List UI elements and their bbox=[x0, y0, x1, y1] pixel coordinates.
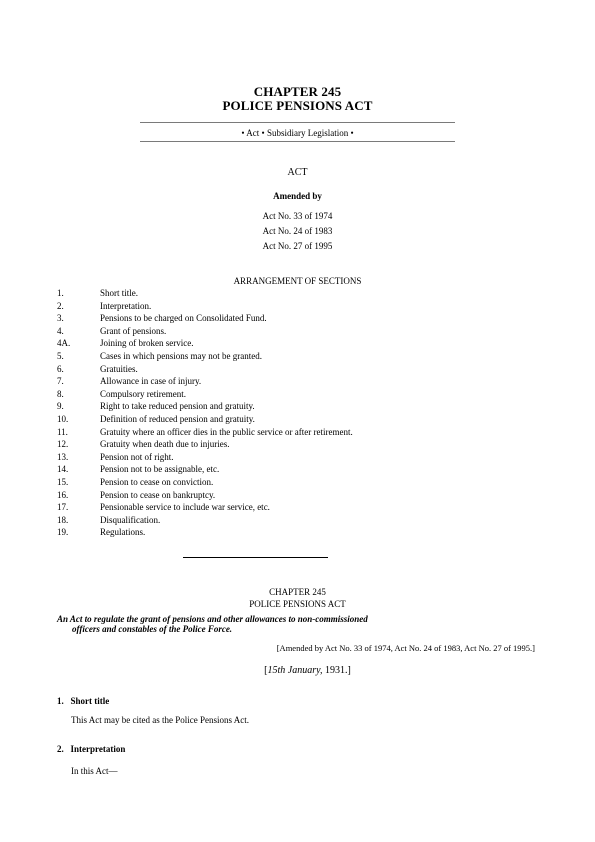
toc-number: 2. bbox=[57, 300, 64, 311]
long-title bbox=[57, 614, 368, 634]
nav-subsidiary-link[interactable]: Subsidiary Legislation bbox=[266, 128, 349, 138]
section-number: 1. bbox=[57, 696, 64, 706]
toc-number: 19. bbox=[57, 527, 69, 538]
section-text: In this Act— bbox=[71, 766, 118, 776]
toc-title: Allowance in case of injury. bbox=[100, 376, 202, 387]
toc-number: 16. bbox=[57, 489, 69, 500]
nav-act-link[interactable]: Act bbox=[246, 128, 260, 138]
toc-number: 4. bbox=[57, 325, 64, 336]
amended-note: [Amended by Act No. 33 of 1974, Act No. 24 of 1983, Act No. 27 of 1995.] bbox=[276, 643, 535, 653]
amendment-item: Act No. 24 of 1983 bbox=[262, 226, 333, 236]
toc-title: Regulations. bbox=[100, 527, 146, 538]
toc-number: 10. bbox=[57, 414, 69, 424]
toc-title: Gratuity where an officer dies in the public service or after retirement. bbox=[100, 426, 353, 437]
amendment-item: Act No. 33 of 1974 bbox=[262, 211, 333, 221]
toc-title: Cases in which pensions may not be granted. bbox=[100, 351, 262, 361]
toc-number: 9. bbox=[57, 401, 64, 412]
document-nav bbox=[0, 128, 595, 138]
arrangement-heading: ARRANGEMENT OF SECTIONS bbox=[233, 276, 362, 286]
body-act-title: POLICE PENSIONS ACT bbox=[249, 599, 346, 609]
toc-number: 15. bbox=[57, 477, 69, 487]
chapter-heading: CHAPTER 245 bbox=[253, 84, 342, 99]
toc-number: 7. bbox=[57, 376, 64, 387]
toc-title: Gratuities. bbox=[100, 363, 138, 374]
toc-number: 11. bbox=[57, 426, 68, 437]
toc-title: Compulsory retirement. bbox=[100, 388, 186, 399]
commencement-date bbox=[0, 665, 595, 676]
nav-bullet: • bbox=[261, 128, 265, 138]
toc-title: Grant of pensions. bbox=[100, 325, 167, 336]
toc-title: Definition of reduced pension and gratuity. bbox=[100, 414, 255, 424]
toc-title: Short title. bbox=[100, 288, 138, 298]
toc-title: Interpretation. bbox=[100, 300, 152, 311]
toc-number: 13. bbox=[57, 451, 69, 462]
toc-number: 1. bbox=[57, 288, 64, 298]
section-title: Short title bbox=[70, 696, 110, 706]
toc-number: 12. bbox=[57, 439, 69, 450]
section-title: Interpretation bbox=[70, 744, 126, 754]
body-chapter-heading: CHAPTER 245 bbox=[269, 587, 326, 597]
amended-by-label: Amended by bbox=[273, 191, 322, 201]
toc-title: Right to take reduced pension and gratuity. bbox=[100, 401, 255, 412]
toc-number: 14. bbox=[57, 464, 69, 475]
commencement-day: 15th January, bbox=[267, 665, 323, 676]
section-heading bbox=[57, 696, 109, 706]
toc-title: Pension not to be assignable, etc. bbox=[100, 464, 220, 475]
section-number: 2. bbox=[57, 744, 64, 754]
toc-title: Pensions to be charged on Consolidated Fund. bbox=[100, 313, 267, 324]
nav-bullet: • bbox=[241, 128, 245, 138]
amendment-item: Act No. 27 of 1995 bbox=[262, 241, 333, 251]
toc-number: 17. bbox=[57, 502, 69, 513]
long-title-line: An Act to regulate the grant of pensions and other allowances to non-commissioned bbox=[57, 614, 368, 624]
toc-number: 8. bbox=[57, 388, 64, 399]
toc-title: Disqualification. bbox=[100, 514, 161, 525]
section-heading bbox=[57, 744, 125, 754]
toc-title: Pension not of right. bbox=[100, 451, 174, 462]
toc-title: Pension to cease on conviction. bbox=[100, 477, 214, 487]
nav-bullet: • bbox=[350, 128, 354, 138]
section-divider bbox=[183, 557, 328, 558]
toc-number: 18. bbox=[57, 514, 69, 525]
toc-title: Joining of broken service. bbox=[100, 338, 194, 349]
toc-title: Pension to cease on bankruptcy. bbox=[100, 489, 216, 500]
section-text: This Act may be cited as the Police Pensions Act. bbox=[71, 715, 249, 725]
toc-title: Pensionable service to include war service, etc. bbox=[100, 502, 270, 513]
toc-number: 4A. bbox=[57, 338, 71, 349]
long-title-line: officers and constables of the Police Force. bbox=[72, 624, 233, 634]
toc-number: 6. bbox=[57, 363, 64, 374]
commencement-year: 1931.] bbox=[322, 665, 351, 676]
top-divider bbox=[140, 122, 455, 123]
bottom-divider bbox=[140, 141, 455, 142]
act-title: POLICE PENSIONS ACT bbox=[222, 98, 373, 113]
toc-title: Gratuity when death due to injuries. bbox=[100, 439, 230, 450]
toc-number: 5. bbox=[57, 351, 64, 361]
bracket: [ bbox=[264, 665, 268, 676]
act-label: ACT bbox=[287, 167, 308, 178]
toc-number: 3. bbox=[57, 313, 64, 324]
